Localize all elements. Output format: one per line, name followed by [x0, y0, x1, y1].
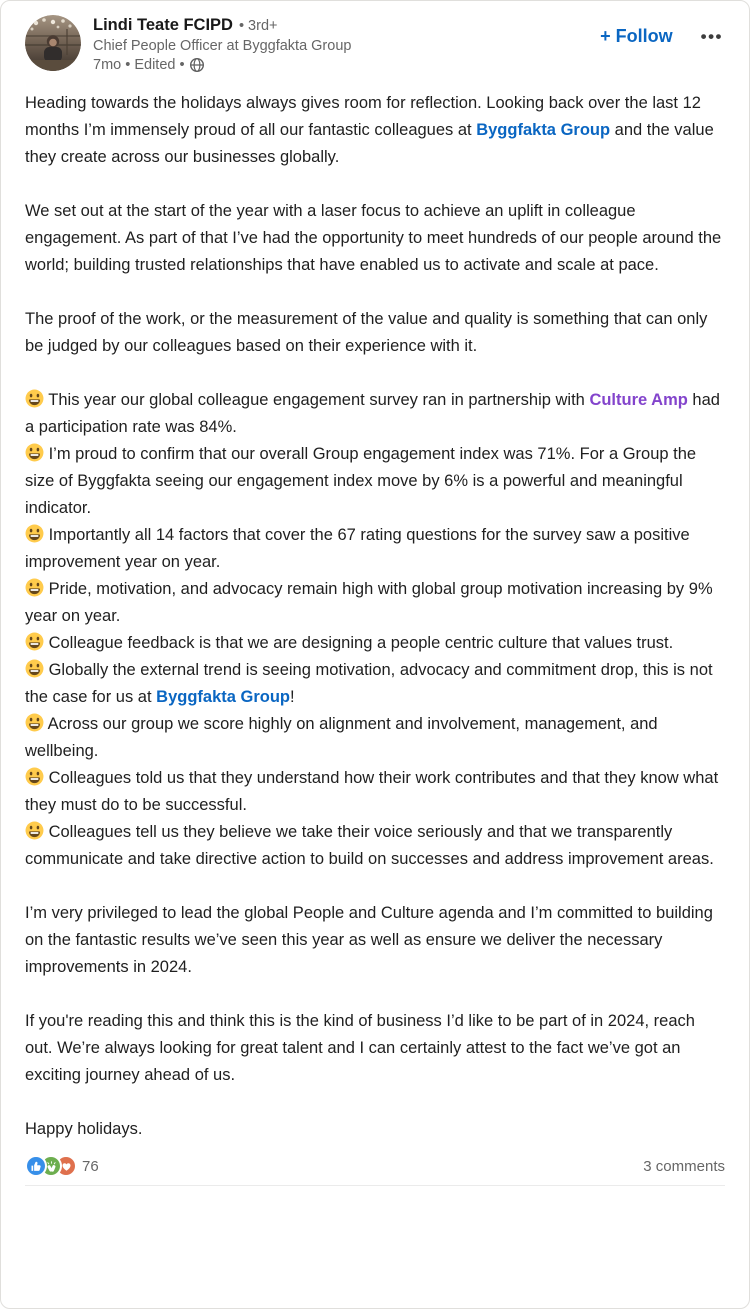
- grinning-emoji-icon: [25, 657, 44, 684]
- post-text: Across our group we score highly on alignment and involvement, management, and wellbeing.: [25, 715, 658, 760]
- post-text: The proof of the work, or the measurement of the value and quality is something that can only be judged by our colleagues based on their experience with it.: [25, 310, 708, 355]
- byggfakta-group-link[interactable]: Byggfakta Group: [476, 121, 611, 139]
- post-text: Happy holidays.: [25, 1120, 143, 1138]
- grinning-emoji-icon: [25, 576, 44, 603]
- actor-name[interactable]: Lindi Teate FCIPD: [93, 16, 233, 34]
- grinning-emoji-icon: [25, 441, 44, 468]
- grinning-emoji-icon: [25, 522, 44, 549]
- post-text: Colleagues told us that they understand how their work contributes and that they know what they must do to be successful.: [25, 769, 719, 814]
- reaction-count[interactable]: 76: [82, 1157, 99, 1175]
- post-text: I’m proud to confirm that our overall Group engagement index was 71%. For a Group the size of Byggfakta seeing our engagement index move by 6% is a powerful and meaningful indicator.: [25, 445, 697, 517]
- post-paragraph: [25, 306, 725, 360]
- follow-button[interactable]: + Follow: [600, 26, 673, 46]
- post-text: Colleagues tell us they believe we take their voice seriously and that we transparently communicate and take directive action to build on successes and address improvement areas.: [25, 823, 714, 868]
- post-text: Heading towards the holidays always gives room for reflection. Looking back over the last 12 months I’m immensely proud of all our fantastic colleagues at: [25, 94, 701, 139]
- post-text: and the value they create across our businesses globally.: [25, 121, 714, 166]
- avatar[interactable]: [25, 15, 81, 71]
- post-paragraph: [25, 441, 725, 522]
- post-paragraph: [25, 900, 725, 981]
- social-counts-row: [1, 1143, 749, 1185]
- post-text: had a participation rate was 84%.: [25, 391, 720, 436]
- overflow-menu-dots-icon: •••: [700, 27, 723, 46]
- post-text: Pride, motivation, and advocacy remain high with global group motivation increasing by 9% year on year.: [25, 580, 713, 625]
- post-paragraph: [25, 522, 725, 576]
- grinning-emoji-icon: [25, 711, 44, 738]
- post-paragraph: [25, 711, 725, 765]
- actor-info: [93, 15, 351, 73]
- post-text: Colleague feedback is that we are designing a people centric culture that values trust.: [44, 634, 674, 652]
- post-paragraph: [25, 576, 725, 630]
- globe-visibility-icon: [189, 57, 205, 73]
- post-paragraph: [25, 657, 725, 711]
- post-text: This year our global colleague engagement survey ran in partnership with: [44, 391, 590, 409]
- avatar-photo: [25, 15, 81, 71]
- post-meta-row: [93, 57, 351, 73]
- actor-headline: Chief People Officer at Byggfakta Group: [93, 38, 352, 54]
- post-paragraph: [25, 198, 725, 279]
- thumbs-up-icon: [25, 1155, 47, 1177]
- byggfakta-group-link[interactable]: Byggfakta Group: [156, 688, 291, 706]
- post-text: If you're reading this and think this is the kind of business I’d like to be part of in 2024, reach out. We’re always looking for great talent and I can certainly attest to the fact we’ve got an exciting journey ahead of us.: [25, 1012, 695, 1084]
- culture-amp-link[interactable]: Culture Amp: [589, 391, 688, 409]
- post-text: I’m very privileged to lead the global People and Culture agenda and I’m committed to building on the fantastic results we’ve seen this year as well as ensure we deliver the necessary improvements in 2024.: [25, 904, 713, 976]
- post-paragraph: [25, 630, 725, 657]
- post-paragraph: [25, 765, 725, 819]
- post-header: [1, 1, 749, 73]
- grinning-emoji-icon: [25, 387, 44, 414]
- post-paragraph: [25, 387, 725, 441]
- post-paragraph: [25, 90, 725, 171]
- grinning-emoji-icon: [25, 630, 44, 657]
- overflow-menu-button[interactable]: [699, 24, 725, 49]
- post-age-and-edited: 7mo • Edited •: [93, 57, 185, 73]
- post-text: We set out at the start of the year with a laser focus to achieve an uplift in colleague engagement. As part of that I’ve had the opportunity to meet hundreds of our people around the world; building trusted relationships that have enabled us to activate and scale at pace.: [25, 202, 722, 274]
- post-paragraph: [25, 1008, 725, 1089]
- footer-divider: [25, 1185, 725, 1186]
- header-actions: [600, 15, 733, 49]
- post-text: Globally the external trend is seeing motivation, advocacy and commitment drop, this is not the case for us at: [25, 661, 713, 706]
- post-paragraph: [25, 819, 725, 873]
- post-text: !: [290, 688, 295, 706]
- actor-name-row[interactable]: [93, 16, 351, 35]
- post-text: Importantly all 14 factors that cover the 67 rating questions for the survey saw a positive improvement year on year.: [25, 526, 690, 571]
- post-body: [1, 73, 749, 1143]
- connection-degree: • 3rd+: [238, 18, 278, 34]
- grinning-emoji-icon: [25, 819, 44, 846]
- reactions-group[interactable]: [25, 1155, 99, 1177]
- post-paragraph: [25, 1116, 725, 1143]
- comments-count-link[interactable]: 3 comments: [643, 1157, 725, 1175]
- grinning-emoji-icon: [25, 765, 44, 792]
